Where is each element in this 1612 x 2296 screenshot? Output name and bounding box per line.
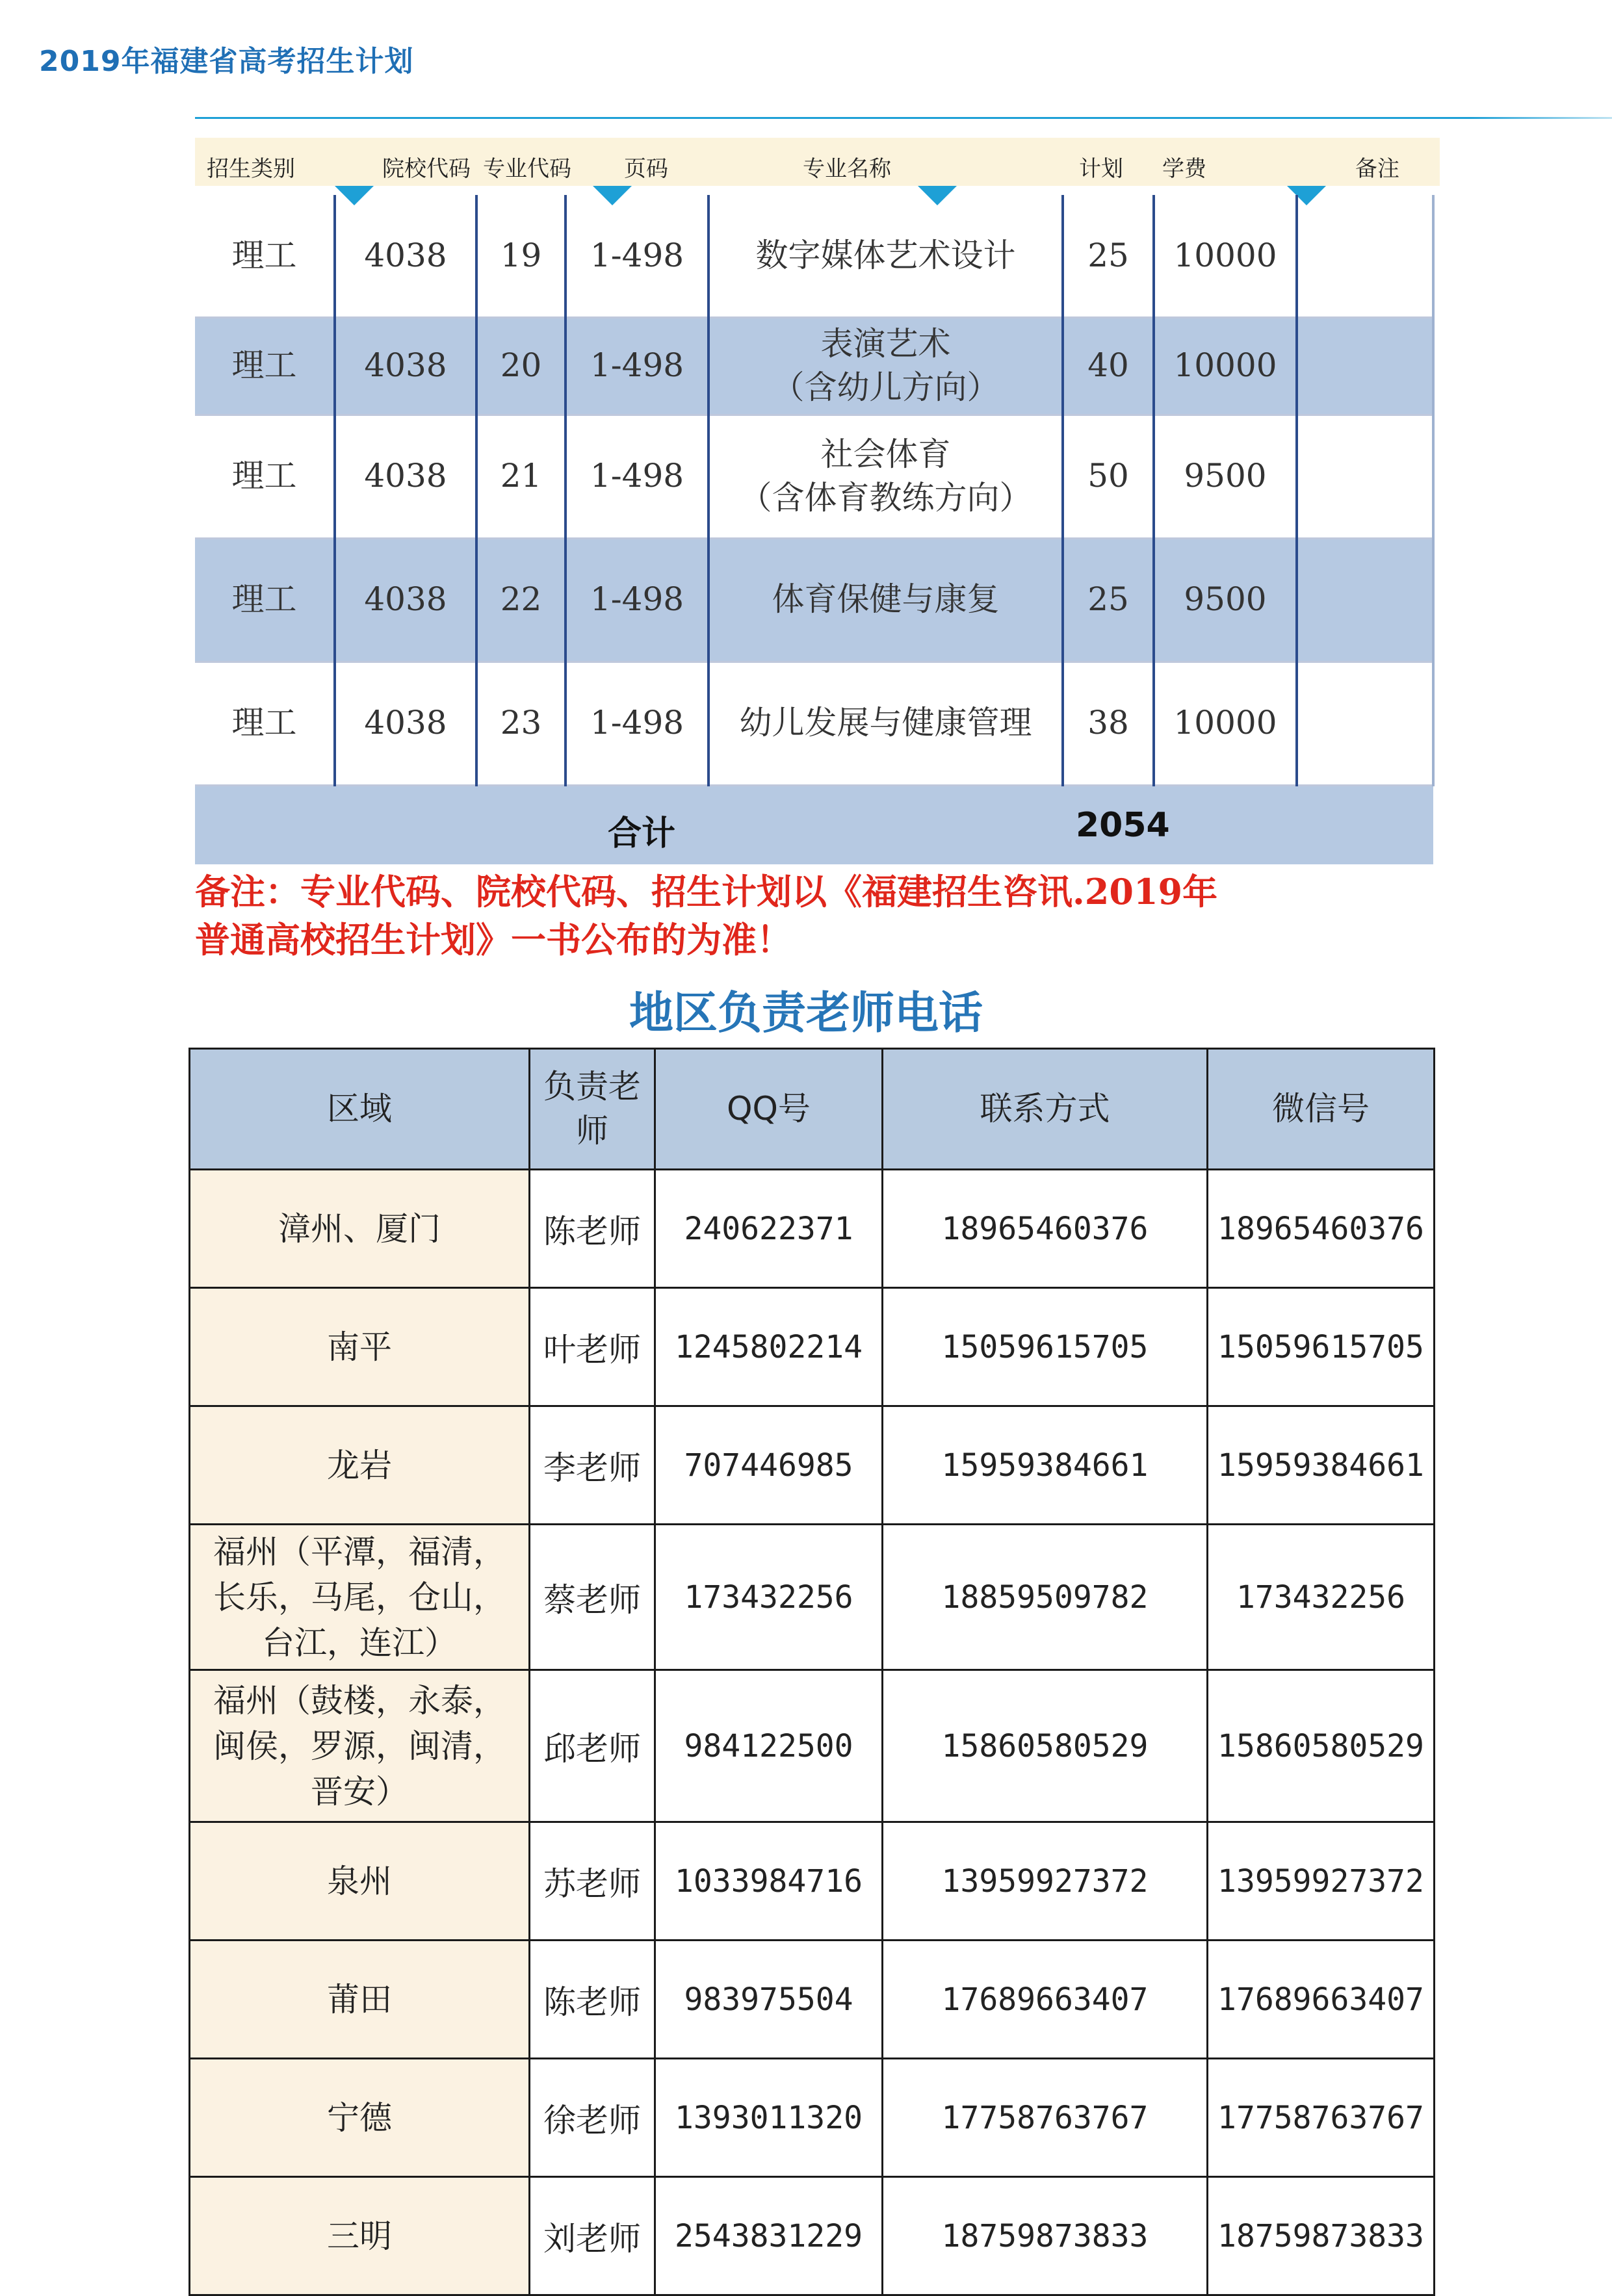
- phone-cell: 17689663407: [883, 1941, 1208, 2059]
- region-cell: [190, 2177, 530, 2295]
- phone-cell: 18759873833: [883, 2177, 1208, 2295]
- fee-cell: 10000: [1154, 195, 1297, 317]
- major-code-cell: 23: [476, 662, 566, 785]
- category-cell: 理工: [195, 538, 335, 662]
- page-cell: 1-498: [566, 538, 708, 662]
- region-cell: [190, 1941, 530, 2059]
- teacher-cell: 徐老师: [530, 2059, 655, 2177]
- teacher-cell: 蔡老师: [530, 1525, 655, 1670]
- school-code-cell: 4038: [335, 662, 476, 785]
- region-line: 福州（鼓楼，永泰，: [213, 1681, 506, 1720]
- plan-count-cell: 50: [1063, 415, 1154, 538]
- header-plan: 计划: [1079, 156, 1123, 182]
- qq-cell: 240622371: [655, 1170, 883, 1288]
- region-cell: [190, 1170, 530, 1288]
- major-name-line: 幼儿发展与健康管理: [739, 704, 1032, 742]
- page-cell: 1-498: [566, 662, 708, 785]
- header-teacher: 负责老师: [530, 1049, 655, 1170]
- region-line: 福州（平潭，福清，: [213, 1532, 506, 1571]
- region-cell: [190, 1288, 530, 1406]
- region-line: 泉州: [327, 1862, 392, 1900]
- school-code-cell: 4038: [335, 317, 476, 415]
- major-name-line: 表演艺术: [820, 324, 951, 363]
- region-line: 龙岩: [327, 1446, 392, 1484]
- remark-cell: [1297, 538, 1433, 662]
- remark-cell: [1297, 317, 1433, 415]
- region-line: 闽侯，罗源，闽清，: [213, 1727, 506, 1765]
- plan-count-cell: 25: [1063, 195, 1154, 317]
- region-cell: [190, 2059, 530, 2177]
- category-cell: 理工: [195, 662, 335, 785]
- qq-cell: 173432256: [655, 1525, 883, 1670]
- header-phone: 联系方式: [883, 1049, 1208, 1170]
- header-region: 区域: [190, 1049, 530, 1170]
- page-cell: 1-498: [566, 195, 708, 317]
- total-row: [195, 786, 1433, 864]
- phone-cell: 15959384661: [883, 1406, 1208, 1525]
- phone-cell: 18965460376: [883, 1170, 1208, 1288]
- teacher-cell: 叶老师: [530, 1288, 655, 1406]
- region-line: 莆田: [327, 1980, 392, 2019]
- qq-cell: 2543831229: [655, 2177, 883, 2295]
- region-cell: [190, 1822, 530, 1941]
- wechat-cell: 13959927372: [1208, 1822, 1435, 1941]
- teacher-cell: 苏老师: [530, 1822, 655, 1941]
- qq-cell: 707446985: [655, 1406, 883, 1525]
- major-code-cell: 19: [476, 195, 566, 317]
- plan-count-cell: 25: [1063, 538, 1154, 662]
- remark-cell: [1297, 662, 1433, 785]
- school-code-cell: 4038: [335, 195, 476, 317]
- phone-cell: 18859509782: [883, 1525, 1208, 1670]
- wechat-cell: 17758763767: [1208, 2059, 1435, 2177]
- qq-cell: 1033984716: [655, 1822, 883, 1941]
- phone-cell: 13959927372: [883, 1822, 1208, 1941]
- teacher-cell: 邱老师: [530, 1670, 655, 1822]
- header-major-code: 专业代码: [483, 156, 571, 182]
- teacher-cell: 陈老师: [530, 1170, 655, 1288]
- contact-row: [190, 1288, 1435, 1406]
- region-cell: [190, 1406, 530, 1525]
- category-cell: 理工: [195, 415, 335, 538]
- qq-cell: 984122500: [655, 1670, 883, 1822]
- remark-cell: [1297, 415, 1433, 538]
- contacts-header-row: [190, 1049, 1435, 1170]
- fee-cell: 10000: [1154, 662, 1297, 785]
- major-name-cell: [708, 662, 1063, 785]
- regional-contacts-table: [188, 1048, 1435, 2296]
- contact-row: [190, 1406, 1435, 1525]
- header-wechat: 微信号: [1208, 1049, 1435, 1170]
- plan-header: [195, 138, 1440, 186]
- teacher-cell: 刘老师: [530, 2177, 655, 2295]
- major-code-cell: 21: [476, 415, 566, 538]
- contact-row: [190, 1170, 1435, 1288]
- region-line: 宁德: [327, 2098, 392, 2137]
- remark-cell: [1297, 195, 1433, 317]
- plan-row: [195, 195, 1433, 317]
- header-qq: QQ号: [655, 1049, 883, 1170]
- major-name-cell: [708, 538, 1063, 662]
- plan-count-cell: 40: [1063, 317, 1154, 415]
- contact-row: [190, 2059, 1435, 2177]
- contact-row: [190, 1822, 1435, 1941]
- contact-row: [190, 1670, 1435, 1822]
- contacts-section-title: 地区负责老师电话: [629, 988, 983, 1039]
- category-cell: 理工: [195, 195, 335, 317]
- document-title: 2019年福建省高考招生计划: [39, 45, 414, 78]
- wechat-cell: 18759873833: [1208, 2177, 1435, 2295]
- total-label: 合计: [608, 814, 676, 853]
- plan-row: [195, 538, 1433, 662]
- wechat-cell: 15059615705: [1208, 1288, 1435, 1406]
- plan-note: [195, 868, 1443, 964]
- contact-row: [190, 1941, 1435, 2059]
- wechat-cell: 18965460376: [1208, 1170, 1435, 1288]
- header-page: 页码: [624, 156, 668, 182]
- header-school-code: 院校代码: [382, 156, 471, 182]
- phone-cell: 15059615705: [883, 1288, 1208, 1406]
- plan-row: [195, 662, 1433, 785]
- major-code-cell: 20: [476, 317, 566, 415]
- wechat-cell: 17689663407: [1208, 1941, 1435, 2059]
- wechat-cell: 15959384661: [1208, 1406, 1435, 1525]
- major-name-line: 体育保健与康复: [772, 580, 1000, 619]
- major-code-cell: 22: [476, 538, 566, 662]
- major-name-cell: [708, 415, 1063, 538]
- fee-cell: 9500: [1154, 538, 1297, 662]
- phone-cell: 17758763767: [883, 2059, 1208, 2177]
- region-line: 台江，连江）: [262, 1623, 457, 1662]
- major-name-cell: [708, 195, 1063, 317]
- header-major-name: 专业名称: [803, 156, 891, 182]
- major-name-line: （含幼儿方向）: [772, 368, 1000, 406]
- total-value: 2054: [1076, 806, 1170, 845]
- note-line: 备注：专业代码、院校代码、招生计划以《福建招生咨讯.2019年: [195, 871, 1218, 912]
- major-name-line: （含体育教练方向）: [739, 479, 1032, 517]
- qq-cell: 1393011320: [655, 2059, 883, 2177]
- major-name-line: 社会体育: [820, 435, 951, 473]
- note-line: 普通高校招生计划》一书公布的为准！: [195, 919, 792, 961]
- category-cell: 理工: [195, 317, 335, 415]
- major-name-cell: [708, 317, 1063, 415]
- contact-row: [190, 2177, 1435, 2295]
- header-rule: [195, 117, 1612, 119]
- wechat-cell: 15860580529: [1208, 1670, 1435, 1822]
- region-line: 晋安）: [311, 1772, 408, 1811]
- region-cell: [190, 1525, 530, 1670]
- school-code-cell: 4038: [335, 415, 476, 538]
- plan-row: [195, 317, 1433, 415]
- region-cell: [190, 1670, 530, 1822]
- school-code-cell: 4038: [335, 538, 476, 662]
- contact-row: [190, 1525, 1435, 1670]
- region-line: 南平: [327, 1328, 392, 1366]
- header-fee: 学费: [1162, 156, 1206, 182]
- fee-cell: 10000: [1154, 317, 1297, 415]
- header-remark: 备注: [1355, 156, 1399, 182]
- qq-cell: 983975504: [655, 1941, 883, 2059]
- plan-row: [195, 415, 1433, 538]
- region-line: 长乐，马尾，仓山，: [213, 1578, 506, 1616]
- page-cell: 1-498: [566, 317, 708, 415]
- region-line: 三明: [327, 2217, 392, 2255]
- wechat-cell: 173432256: [1208, 1525, 1435, 1670]
- header-category: 招生类别: [207, 156, 295, 182]
- page-cell: 1-498: [566, 415, 708, 538]
- region-line: 漳州、厦门: [278, 1209, 441, 1248]
- enrollment-plan-table: [195, 195, 1435, 786]
- qq-cell: 1245802214: [655, 1288, 883, 1406]
- plan-count-cell: 38: [1063, 662, 1154, 785]
- fee-cell: 9500: [1154, 415, 1297, 538]
- major-name-line: 数字媒体艺术设计: [755, 236, 1016, 274]
- phone-cell: 15860580529: [883, 1670, 1208, 1822]
- teacher-cell: 陈老师: [530, 1941, 655, 2059]
- teacher-cell: 李老师: [530, 1406, 655, 1525]
